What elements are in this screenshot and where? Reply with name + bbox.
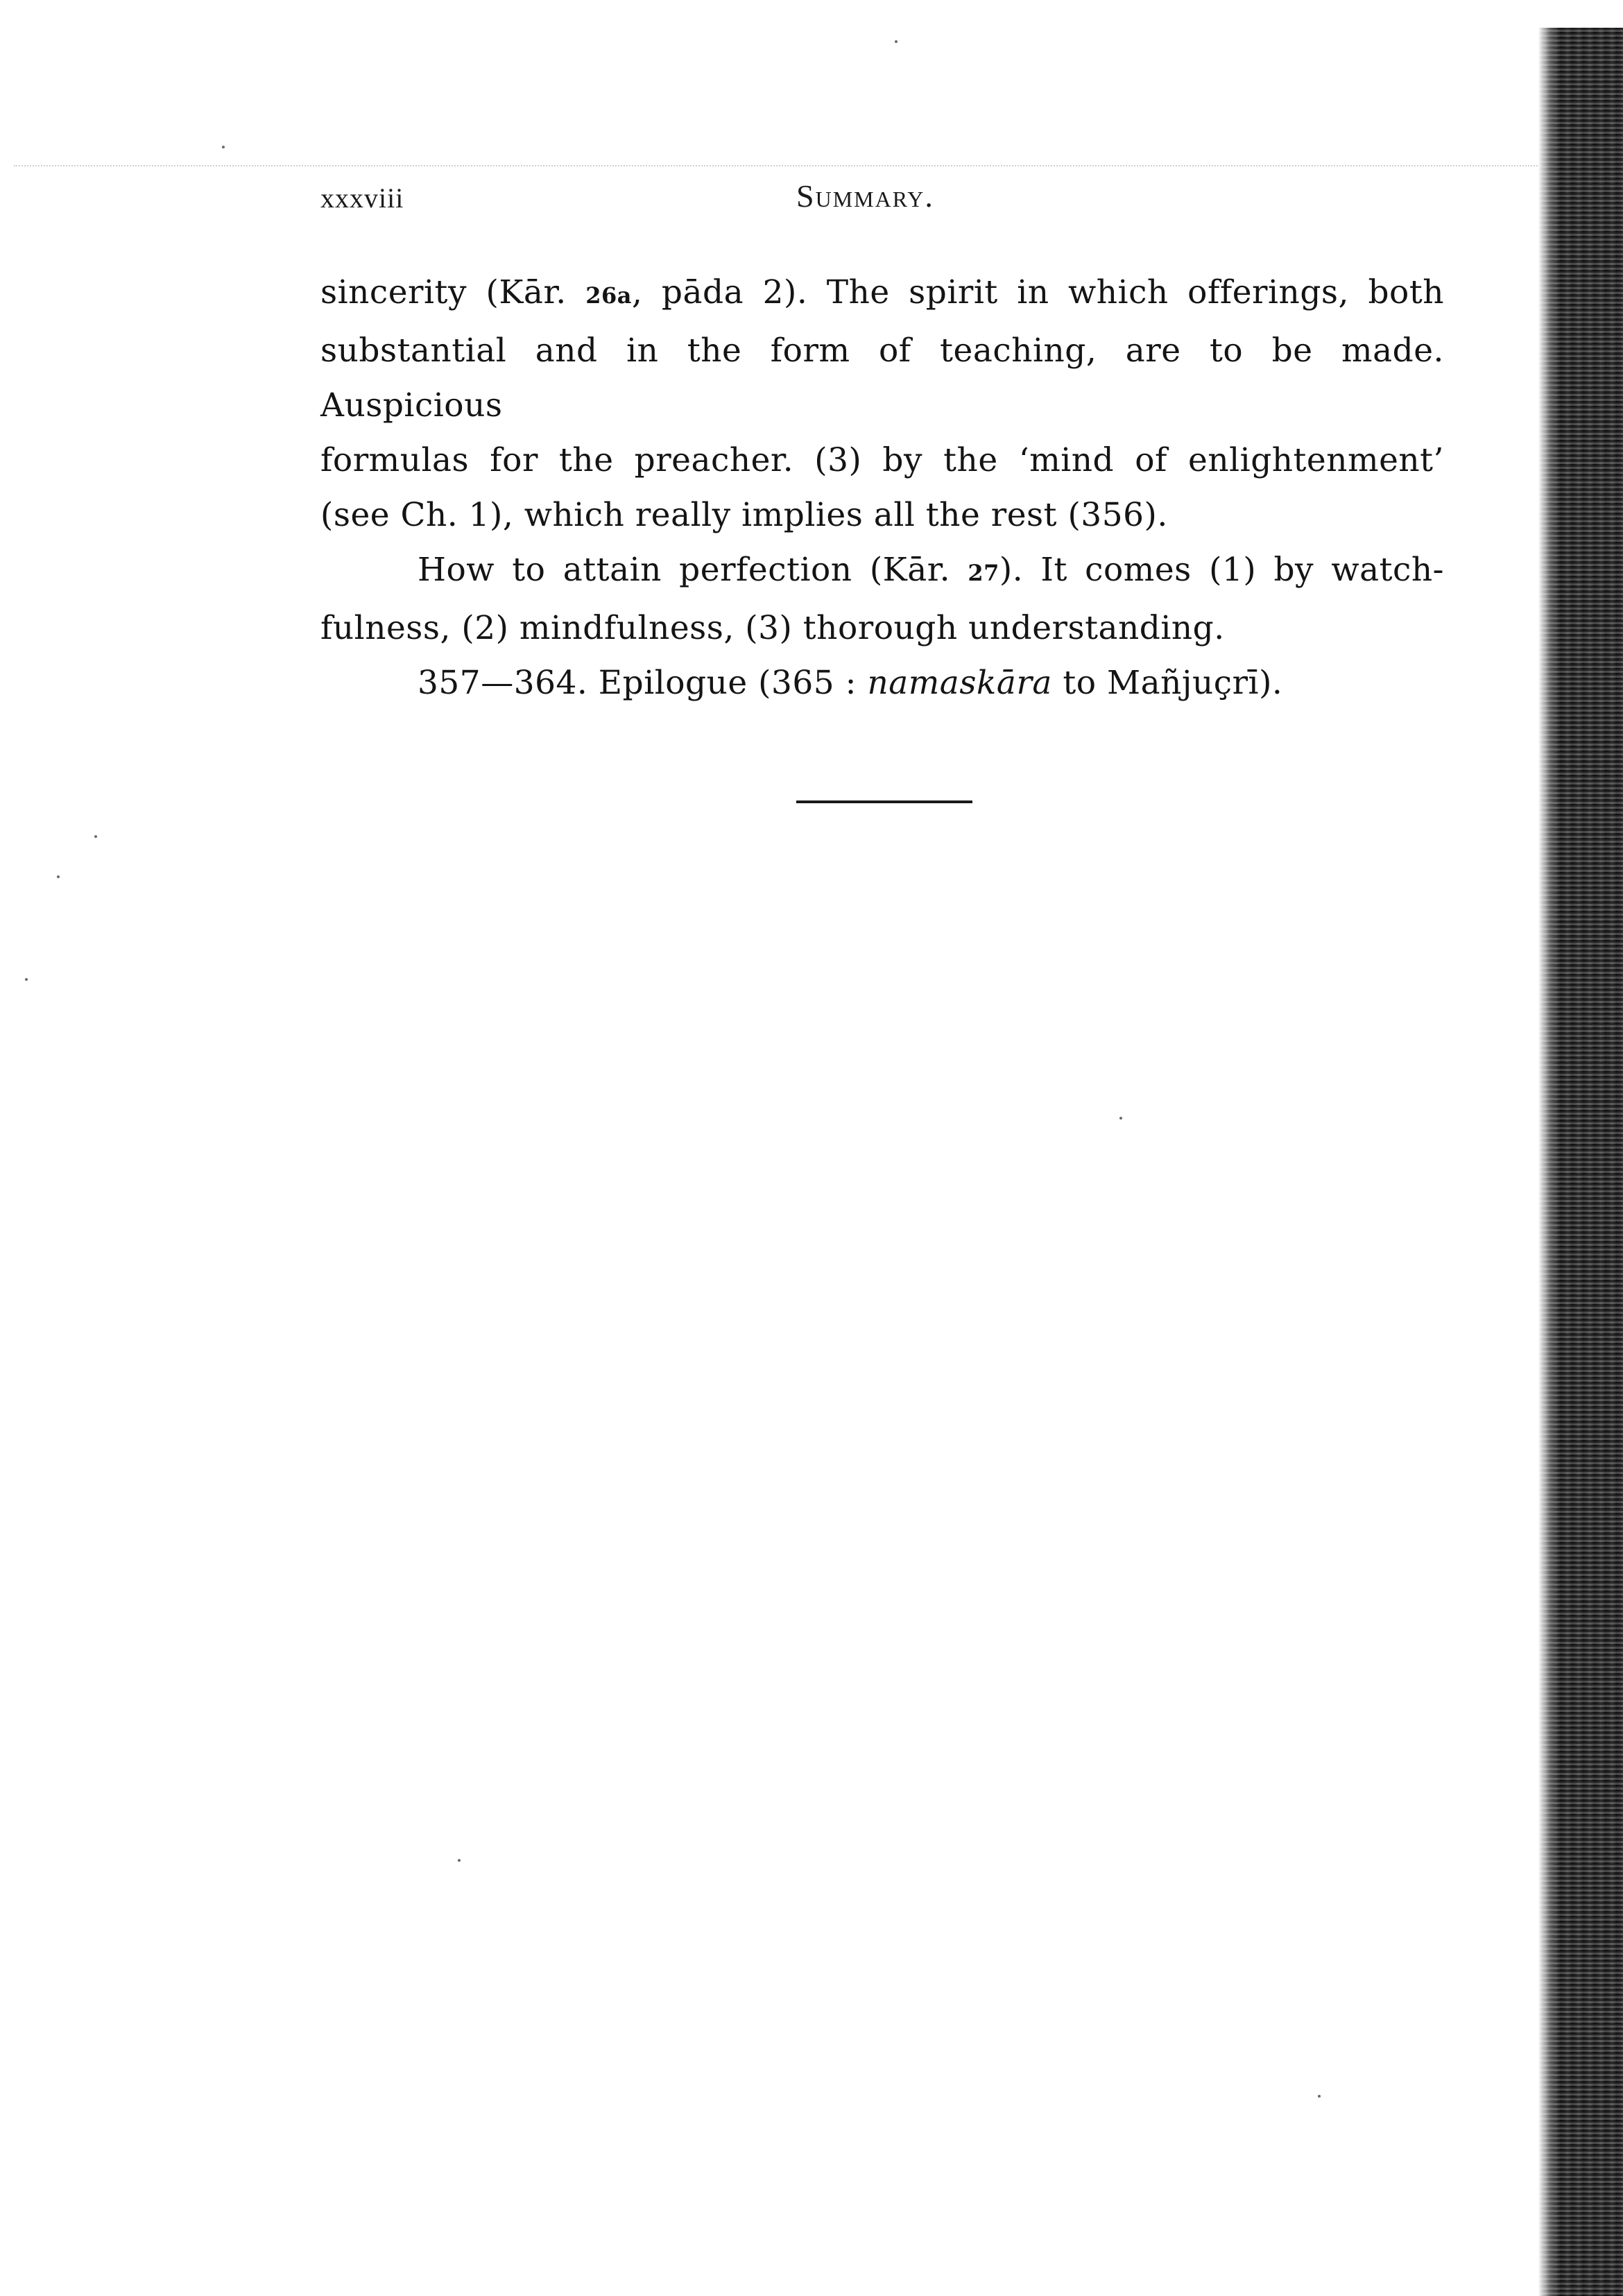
scan-speck xyxy=(1318,2095,1321,2098)
section-end-rule xyxy=(796,800,972,803)
scan-speck xyxy=(25,978,28,981)
paragraph-1 xyxy=(320,265,1444,542)
sanskrit-term: namaskāra xyxy=(867,664,1052,702)
text-line: formulas for the preacher. (3) by the ‘mind of enlightenment’ xyxy=(320,441,1444,479)
running-head: Summary. xyxy=(796,178,934,214)
karika-number: 27 xyxy=(968,560,999,586)
scan-top-edge xyxy=(14,165,1540,166)
scan-binding-shadow xyxy=(1538,28,1623,2296)
karika-number: 26a xyxy=(585,282,632,309)
summary-text xyxy=(320,265,1444,710)
scan-speck xyxy=(222,146,225,148)
scan-speck xyxy=(57,875,60,878)
scan-speck xyxy=(458,1859,461,1862)
text-line: substantial and in the form of teaching, are to be made. Auspicious xyxy=(320,332,1444,425)
scan-speck xyxy=(94,835,97,838)
paragraph-2 xyxy=(320,542,1444,656)
text-line: sincerity (Kār. 26a, pāda 2). The spirit in which offerings, both xyxy=(320,273,1444,311)
scan-speck xyxy=(1119,1117,1122,1120)
text-line: fulness, (2) mindfulness, (3) thorough understanding. xyxy=(320,609,1225,647)
paragraph-3 xyxy=(320,656,1444,710)
page-number: xxxviii xyxy=(320,182,404,214)
text-line: (see Ch. 1), which really implies all the rest (356). xyxy=(320,496,1168,534)
text-line: 357—364. Epilogue (365 : namaskāra to Mañjuçrī). xyxy=(418,664,1283,702)
scan-speck xyxy=(895,40,898,43)
text-line: How to attain perfection (Kār. 27). It comes (1) by watch- xyxy=(418,551,1444,589)
